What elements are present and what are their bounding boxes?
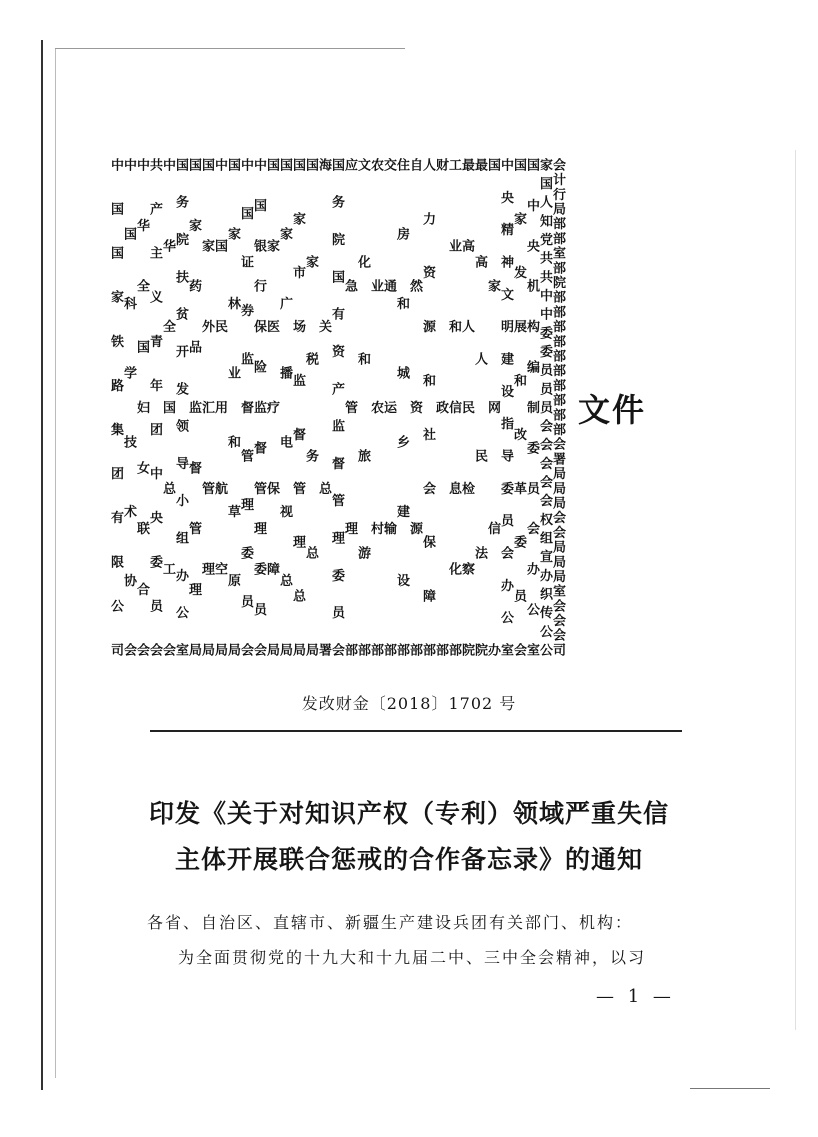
organization-name: 农业农村部 [368,158,383,656]
organization-name: 共产主义青年团中央委员会 [147,158,162,656]
organization-name: 中国科学技术协会 [121,158,136,656]
organization-name: 国家外汇管理局 [199,158,214,656]
page-number: — 1 — [596,986,675,1007]
organization-name: 中国民用航空局 [212,158,227,656]
document-word: 文件 [578,391,647,429]
organization-name: 自然资源部 [407,158,422,656]
scan-edge-left [41,40,43,1090]
organization-name: 中国银行保险监督管理委员会 [251,158,266,656]
organization-name: 会计行局部部室部院部部部部部部部部部部会署局局局会会局局局室会会会司 [550,158,565,656]
organization-name: 最高人民检察院 [459,158,474,656]
body-paragraph-line: 为全面贯彻党的十九大和十九届二中、三中全会精神，以习 [178,948,647,967]
organization-name: 国家林业和草原局 [225,158,240,656]
scan-edge-left-inner [55,48,56,1078]
salutation: 各省、自治区、直辖市、新疆生产建设兵团有关部门、机构： [147,913,634,932]
organization-name: 最高人民法院 [472,158,487,656]
organization-name: 国家网信办 [485,158,500,656]
organization-name: 家国人知党共共中中委委员员员会会会会会权组宣办织传公公 [537,158,552,656]
organization-name: 国中央机构编制委员会办公室 [524,158,539,656]
organization-name: 中国国家铁路集团有限公司 [108,158,123,656]
organization-name: 住房和城乡建设部 [394,158,409,656]
organization-name: 国家税务总局 [303,158,318,656]
organization-name: 中华全国妇女联合会 [134,158,149,656]
scan-edge-top [55,48,405,49]
organization-name: 文化和旅游部 [355,158,370,656]
scan-edge-right [795,150,796,1030]
organization-name: 中华全国总工会 [160,158,175,656]
organization-name: 交通运输部 [381,158,396,656]
organization-name: 应急管理部 [342,158,357,656]
organization-name: 中央精神文明建设指导委员会办公室 [498,158,513,656]
document-title-line-1: 印发《关于对知识产权（专利）领域严重失信 [148,799,669,828]
organization-name: 国家广播电视总局 [277,158,292,656]
issuing-organizations [108,158,565,656]
organization-name: 工业和信息化部 [446,158,461,656]
organization-name: 财政部 [433,158,448,656]
organization-name: 国家市场监督管理总局 [290,158,305,656]
organization-name: 国家药品监督管理局 [186,158,201,656]
organization-name: 中国证券监督管理委员会 [238,158,253,656]
organization-name: 人力资源和社会保障部 [420,158,435,656]
organization-name: 国家发展和改革委员会 [511,158,526,656]
organization-name: 国家医疗保障局 [264,158,279,656]
document-number: 发改财金〔2018〕1702 号 [301,694,517,713]
scan-edge-bottom [690,1088,770,1089]
organization-name: 国务院扶贫开发领导小组办公室 [173,158,188,656]
header-divider [150,730,682,732]
document-title-line-2: 主体开展联合惩戒的合作备忘录》的通知 [174,845,643,874]
organization-name: 海关总署 [316,158,331,656]
organization-name: 国务院国有资产监督管理委员会 [329,158,344,656]
